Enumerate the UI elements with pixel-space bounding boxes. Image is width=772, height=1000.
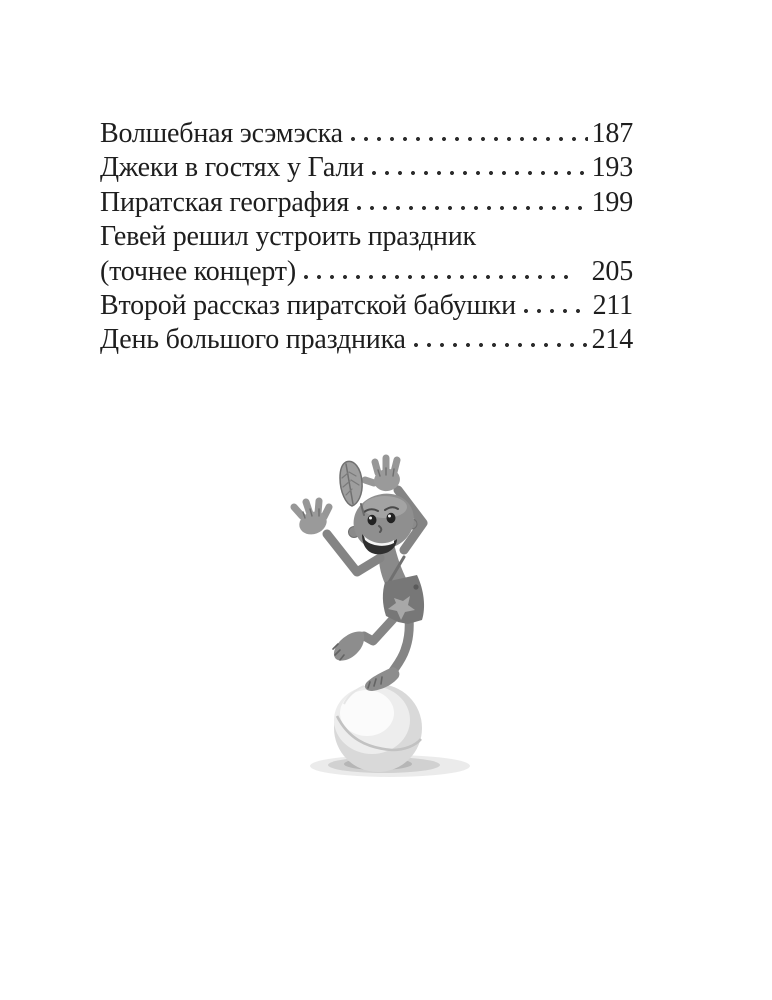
raised-leg bbox=[333, 618, 394, 661]
left-eye bbox=[368, 515, 377, 525]
toc-entry-row bbox=[100, 220, 633, 254]
shorts bbox=[383, 575, 424, 624]
dot-leader bbox=[356, 205, 588, 211]
toc-entry-title: Пиратская география bbox=[100, 186, 350, 218]
toc-entry-row bbox=[100, 289, 633, 323]
toc-entry-title: Второй рассказ пиратской бабушки bbox=[100, 290, 516, 322]
toc-page-number: 199 bbox=[591, 186, 633, 218]
toc-entry-title: (точнее концерт) bbox=[100, 255, 296, 287]
toc-page-number: 205 bbox=[591, 255, 633, 287]
illustration-boy-on-ball bbox=[258, 428, 518, 788]
dot-leader bbox=[413, 342, 588, 348]
toc-entry-row bbox=[100, 323, 633, 357]
toc-entry-title: Джеки в гостях у Гали bbox=[100, 152, 364, 184]
toc-entry-row bbox=[100, 151, 633, 185]
head-highlight bbox=[363, 496, 407, 518]
dot-leader bbox=[523, 308, 588, 314]
overall-button bbox=[413, 584, 418, 589]
toc-entry-row bbox=[100, 117, 633, 151]
character-boy bbox=[294, 458, 424, 691]
table-of-contents bbox=[100, 117, 633, 358]
toc-page-number: 214 bbox=[591, 324, 633, 356]
toc-page-number: 211 bbox=[592, 290, 633, 322]
toc-entry-row bbox=[100, 186, 633, 220]
toc-page-number: 193 bbox=[591, 152, 633, 184]
toc-entry-title: День большого праздника bbox=[100, 324, 406, 356]
toc-entry-title: Волшебная эсэмэска bbox=[100, 118, 343, 149]
ball bbox=[334, 684, 422, 772]
toc-entry-title: Гевей решил устроить праздник bbox=[100, 221, 476, 253]
right-eye bbox=[387, 513, 396, 523]
dot-leader bbox=[371, 170, 588, 176]
dot-leader bbox=[350, 136, 588, 142]
dot-leader bbox=[303, 274, 577, 280]
toc-entry-row-continued bbox=[100, 255, 633, 289]
toc-page-number: 187 bbox=[591, 118, 633, 149]
